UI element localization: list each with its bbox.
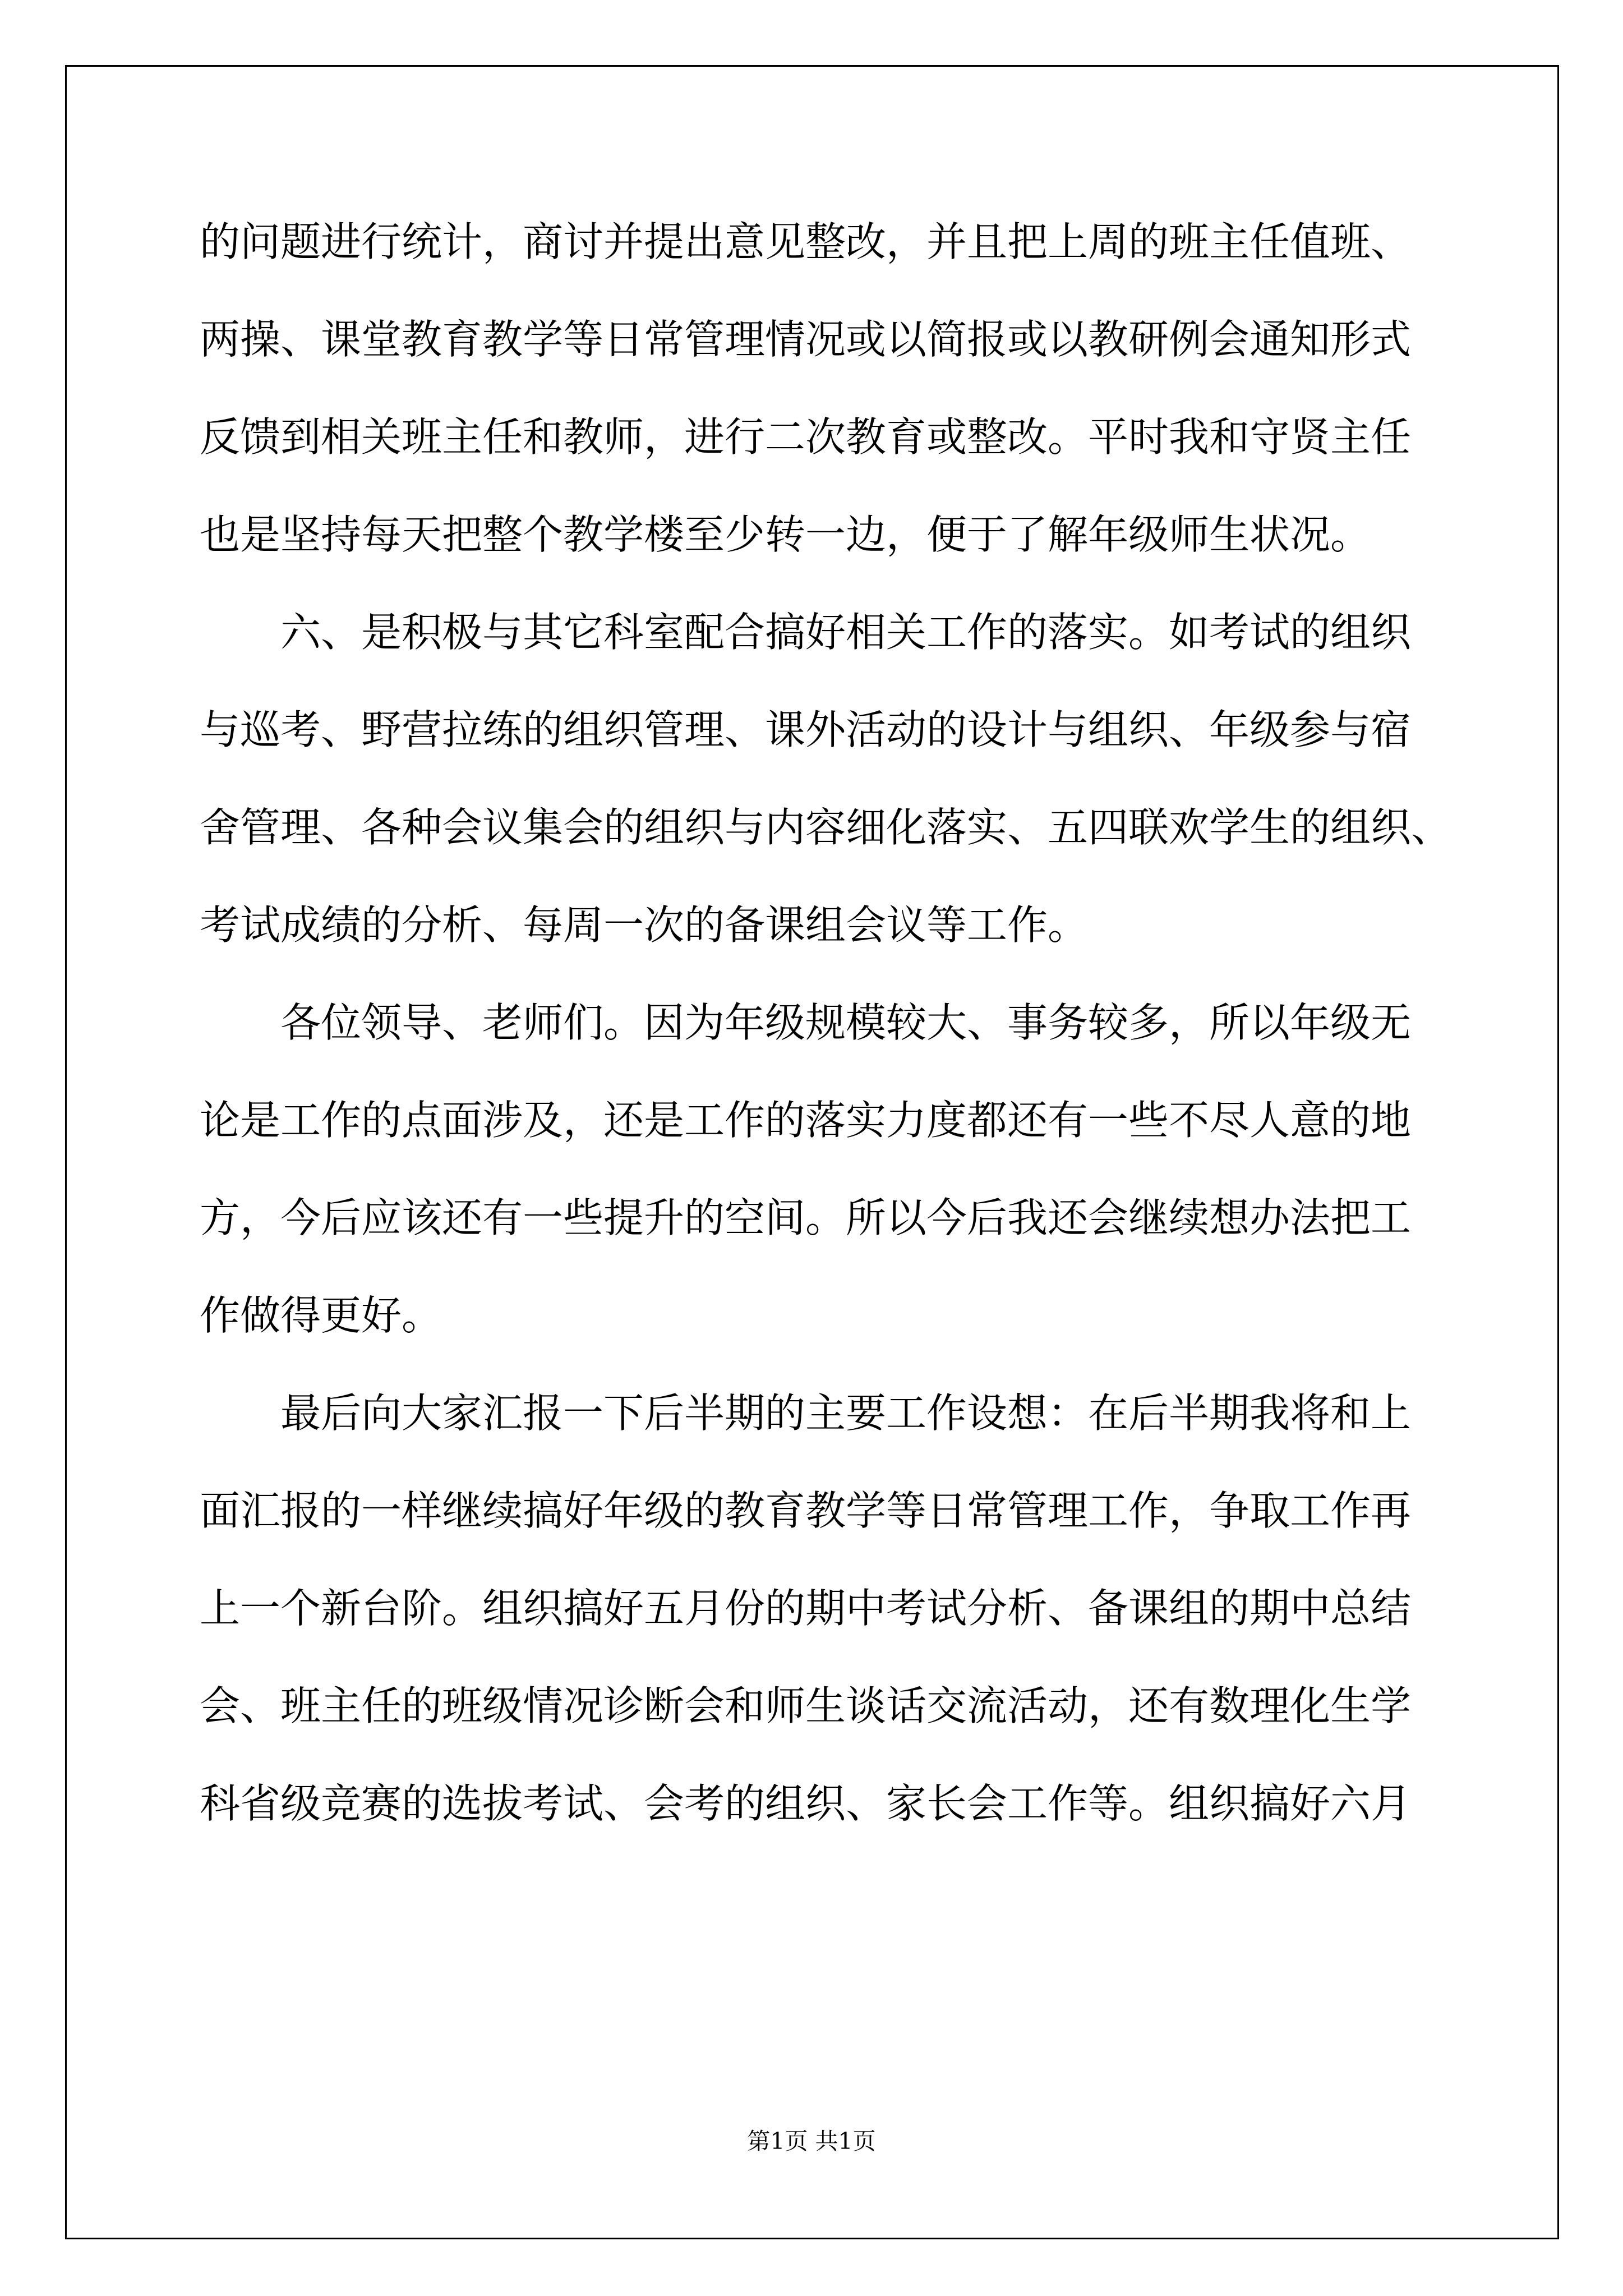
text-line: 方，今后应该还有一些提升的空间。所以今后我还会继续想办法把工 [200,1194,1412,1241]
paragraph-first-line: 各位领导、老师们。因为年级规模较大、事务较多，所以年级无 [280,999,1412,1046]
text-line: 作做得更好。 [200,1292,442,1339]
page-border [65,65,1559,2239]
text-line: 舍管理、各种会议集会的组织与内容细化落实、五四联欢学生的组织、 [200,804,1452,851]
text-line: 论是工作的点面涉及，还是工作的落实力度都还有一些不尽人意的地 [200,1097,1412,1144]
text-line: 面汇报的一样继续搞好年级的教育教学等日常管理工作，争取工作再 [200,1487,1412,1534]
paragraph-first-line: 最后向大家汇报一下后半期的主要工作设想：在后半期我将和上 [280,1389,1412,1437]
page-footer: 第1页 共1页 [747,2128,876,2155]
text-line: 科省级竞赛的选拔考试、会考的组织、家长会工作等。组织搞好六月 [200,1780,1412,1827]
paragraph-first-line: 六、是积极与其它科室配合搞好相关工作的落实。如考试的组织 [280,609,1412,656]
text-line: 两操、课堂教育教学等日常管理情况或以简报或以教研例会通知形式 [200,316,1412,363]
text-line: 上一个新台阶。组织搞好五月份的期中考试分析、备课组的期中总结 [200,1585,1412,1632]
text-line: 与巡考、野营拉练的组织管理、课外活动的设计与组织、年级参与宿 [200,706,1412,753]
text-line: 的问题进行统计，商讨并提出意见整改，并且把上周的班主任值班、 [200,218,1412,265]
text-line: 也是坚持每天把整个教学楼至少转一边，便于了解年级师生状况。 [200,511,1371,558]
text-line: 会、班主任的班级情况诊断会和师生谈话交流活动，还有数理化生学 [200,1682,1412,1729]
text-line: 反馈到相关班主任和教师，进行二次教育或整改。平时我和守贤主任 [200,413,1412,461]
text-line: 考试成绩的分析、每周一次的备课组会议等工作。 [200,901,1089,949]
